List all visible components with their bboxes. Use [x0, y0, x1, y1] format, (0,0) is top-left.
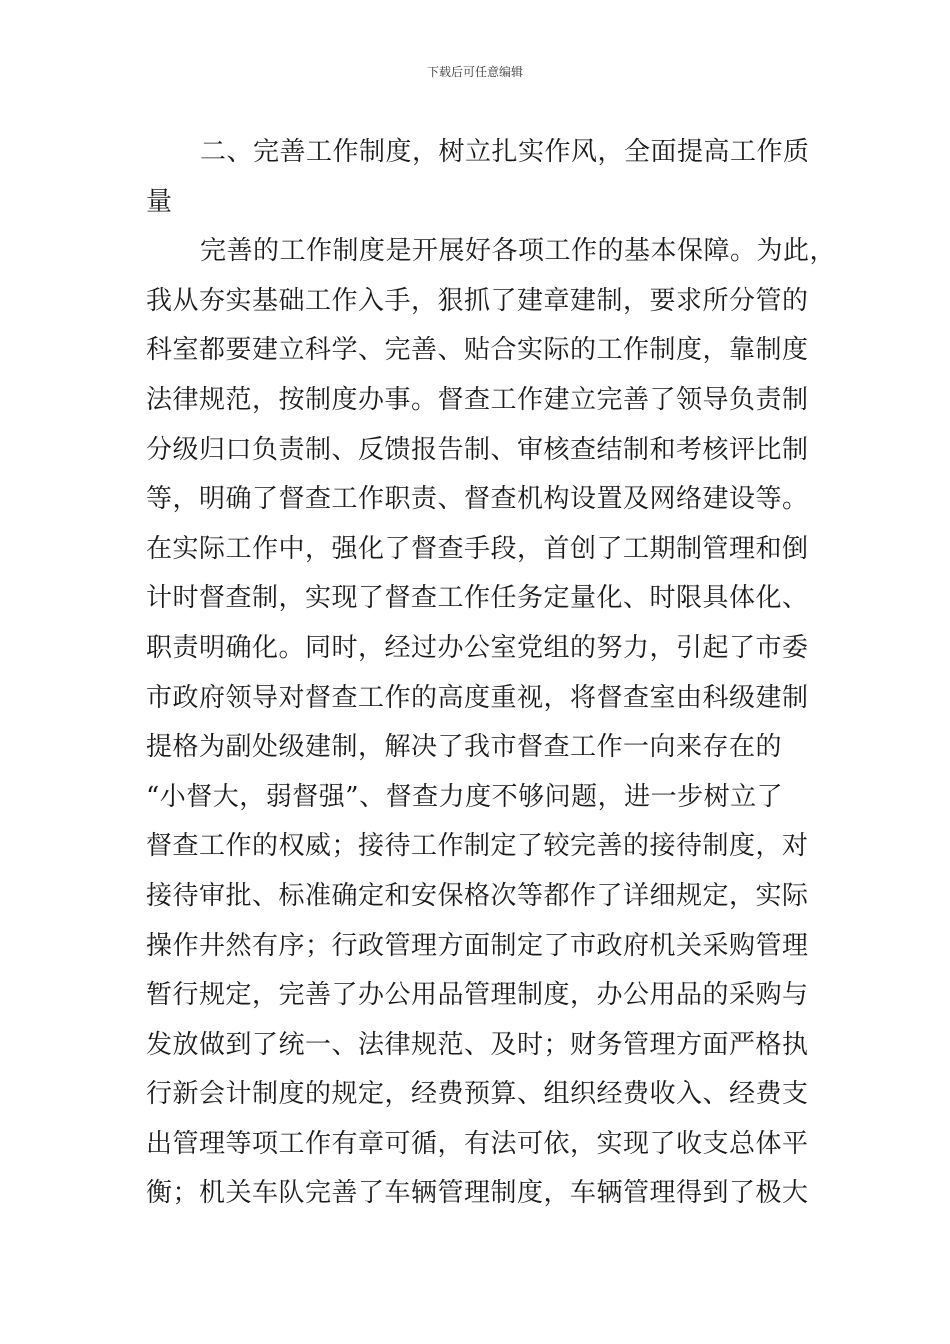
paragraph-line: 职责明确化。同时，经过办公室党组的努力，引起了市委 [146, 632, 809, 663]
paragraph-line: 分级归口负责制、反馈报告制、审核查结制和考核评比制 [146, 434, 809, 465]
paragraph-line: 衡；机关车队完善了车辆管理制度，车辆管理得到了极大 [146, 1178, 809, 1209]
paragraph-line: 接待审批、标准确定和安保格次等都作了详细规定，实际 [146, 880, 809, 911]
paragraph-line: 提格为副处级建制，解决了我市督查工作一向来存在的 [146, 732, 783, 763]
section-heading-line-2: 量 [146, 186, 173, 217]
document-body [146, 128, 837, 1219]
paragraph-line: 出管理等项工作有章可循，有法可依，实现了收支总体平 [146, 1128, 809, 1159]
paragraph-line: 操作井然有序；行政管理方面制定了市政府机关采购管理 [146, 930, 809, 961]
paragraph-line: 市政府领导对督查工作的高度重视，将督查室由科级建制 [146, 682, 809, 713]
paragraph-line: 法律规范，按制度办事。督查工作建立完善了领导负责制 [146, 384, 809, 415]
paragraph-line: 我从夯实基础工作入手，狠抓了建章建制，要求所分管的 [146, 285, 809, 316]
paragraph-line: 在实际工作中，强化了督查手段，首创了工期制管理和倒 [146, 533, 809, 564]
paragraph-line: 完善的工作制度是开展好各项工作的基本保障。为此， [200, 236, 837, 267]
paragraph-line: 等，明确了督查工作职责、督查机构设置及网络建设等。 [146, 484, 809, 515]
paragraph-line: “小督大，弱督强”、督查力度不够问题，进一步树立了 [146, 781, 784, 812]
paragraph-line: 科室都要建立科学、完善、贴合实际的工作制度，靠制度 [146, 335, 809, 366]
paragraph-line: 暂行规定，完善了办公用品管理制度，办公用品的采购与 [146, 980, 809, 1011]
paragraph-line: 行新会计制度的规定，经费预算、组织经费收入、经费支 [146, 1079, 809, 1110]
paragraph-line: 计时督查制，实现了督查工作任务定量化、时限具体化、 [146, 583, 809, 614]
page-header-note: 下载后可任意编辑 [426, 65, 523, 79]
paragraph-line: 督查工作的权威；接待工作制定了较完善的接待制度，对 [146, 831, 809, 862]
paragraph-line: 发放做到了统一、法律规范、及时；财务管理方面严格执 [146, 1029, 809, 1060]
section-heading-line-1: 二、完善工作制度，树立扎实作风，全面提高工作质 [200, 137, 810, 167]
